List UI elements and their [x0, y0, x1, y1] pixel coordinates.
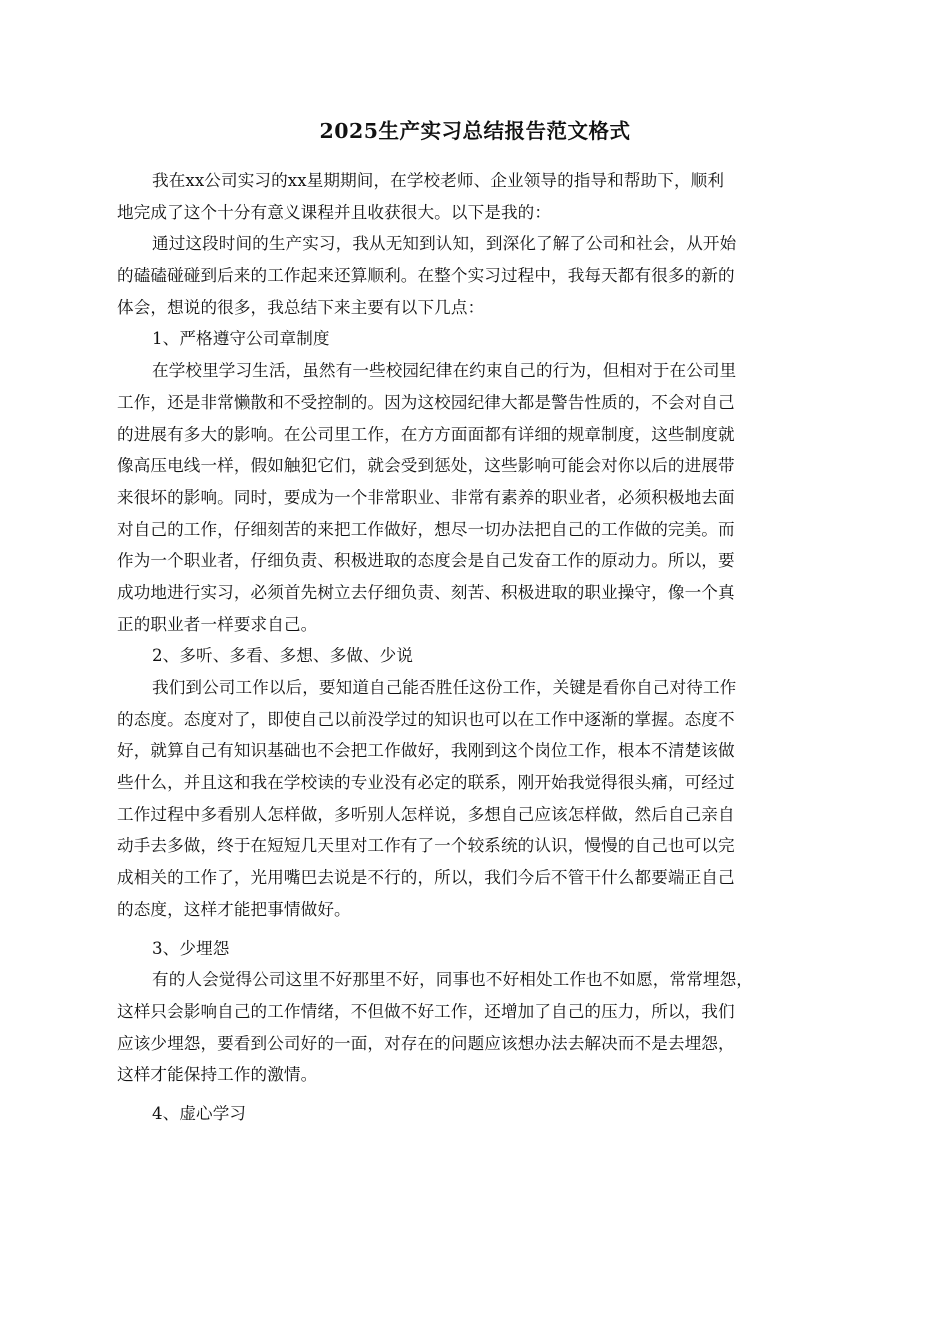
section-heading: 1、严格遵守公司章制度: [152, 329, 330, 349]
paragraph-line: 的态度，这样才能把事情做好。: [117, 899, 351, 919]
paragraph-line: 来很坏的影响。同时，要成为一个非常职业、非常有素养的职业者，必须积极地去面: [117, 487, 735, 507]
document-title: 2025生产实习总结报告范文格式: [319, 119, 631, 143]
paragraph-line: 的进展有多大的影响。在公司里工作，在方方面面都有详细的规章制度，这些制度就: [117, 424, 735, 444]
section-heading: 2、多听、多看、多想、多做、少说: [152, 646, 414, 666]
section-heading: 4、虚心学习: [152, 1103, 247, 1123]
paragraph-line: 我们到公司工作以后，要知道自己能否胜任这份工作，关键是看你自己对待工作: [152, 678, 737, 697]
paragraph-line: 的磕磕碰碰到后来的工作起来还算顺利。在整个实习过程中，我每天都有很多的新的: [117, 266, 735, 286]
paragraph-line: 像高压电线一样，假如触犯它们，就会受到惩处，这些影响可能会对你以后的进展带: [117, 456, 735, 476]
paragraph-line: 体会，想说的很多，我总结下来主要有以下几点：: [117, 297, 485, 317]
paragraph-line: 工作，还是非常懒散和不受控制的。因为这校园纪律大都是警告性质的，不会对自己: [117, 392, 735, 412]
paragraph-line: 应该少埋怨，要看到公司好的一面，对存在的问题应该想办法去解决而不是去埋怨，: [117, 1033, 735, 1053]
paragraph-line: 对自己的工作，仔细刻苦的来把工作做好，想尽一切办法把自己的工作做的完美。而: [117, 519, 735, 539]
paragraph-line: 有的人会觉得公司这里不好那里不好，同事也不好相处工作也不如愿，常常埋怨，: [152, 970, 753, 990]
paragraph-line: 好，就算自己有知识基础也不会把工作做好，我刚到这个岗位工作，根本不清楚该做: [117, 741, 735, 761]
paragraph-line: 些什么，并且这和我在学校读的专业没有必定的联系，刚开始我觉得很头痛，可经过: [117, 773, 735, 793]
paragraph-line: 在学校里学习生活，虽然有一些校园纪律在约束自己的行为，但相对于在公司里: [152, 361, 737, 381]
paragraph-line: 成相关的工作了，光用嘴巴去说是不行的，所以，我们今后不管干什么都要端正自己: [117, 868, 735, 888]
paragraph-line: 作为一个职业者，仔细负责、积极进取的态度会是自己发奋工作的原动力。所以，要: [117, 551, 735, 571]
paragraph-line: 地完成了这个十分有意义课程并且收获很大。以下是我的：: [117, 202, 552, 222]
paragraph-line: 的态度。态度对了，即使自己以前没学过的知识也可以在工作中逐渐的掌握。态度不: [117, 709, 735, 729]
paragraph-line: 我在xx公司实习的xx星期期间，在学校老师、企业领导的指导和帮助下，顺利: [152, 171, 725, 190]
document-body: [117, 165, 837, 1130]
paragraph-line: 动手去多做，终于在短短几天里对工作有了一个较系统的认识，慢慢的自己也可以完: [117, 836, 735, 856]
paragraph-line: 这样只会影响自己的工作情绪，不但做不好工作，还增加了自己的压力，所以，我们: [117, 1001, 735, 1021]
paragraph-line: 工作过程中多看别人怎样做，多听别人怎样说，多想自己应该怎样做，然后自己亲自: [117, 804, 735, 824]
paragraph-line: 通过这段时间的生产实习，我从无知到认知，到深化了解了公司和社会，从开始: [152, 234, 737, 254]
section-heading: 3、少埋怨: [152, 938, 230, 958]
paragraph-line: 正的职业者一样要求自己。: [117, 614, 318, 634]
paragraph-line: 这样才能保持工作的激情。: [117, 1065, 318, 1085]
paragraph-line: 成功地进行实习，必须首先树立去仔细负责、刻苦、积极进取的职业操守，像一个真: [117, 582, 735, 602]
